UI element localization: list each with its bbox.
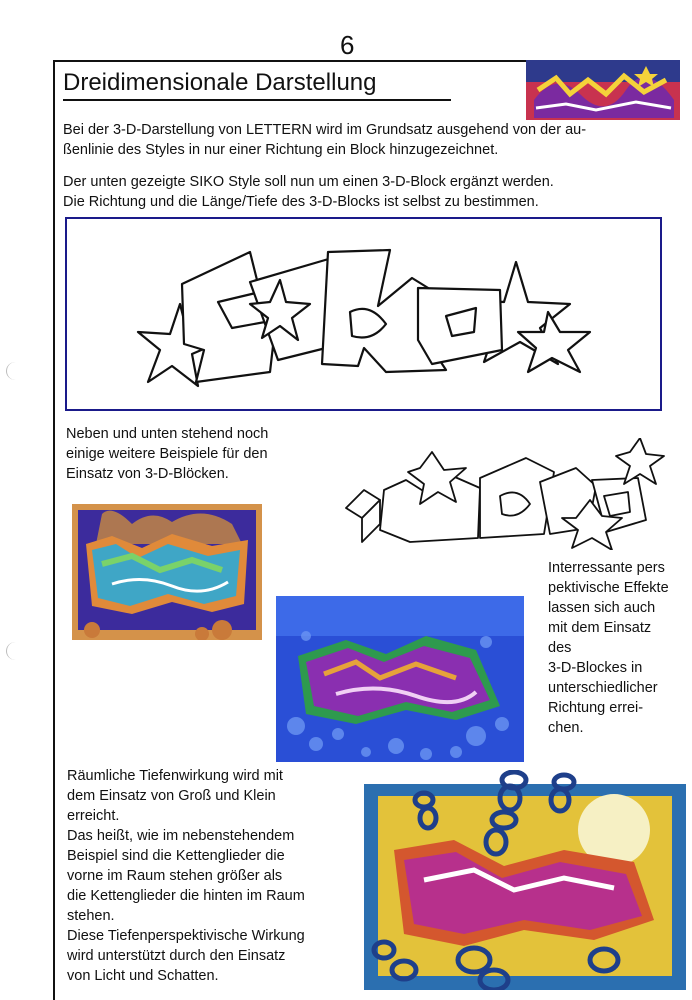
text-line: einige weitere Beispiele für den [66,446,268,462]
page-number: 6 [340,30,355,60]
text-line: dem Einsatz von Groß und Klein [67,788,276,804]
text-line: 3-D-Blockes in [548,660,643,676]
punch-hole [6,362,25,380]
graffiti-example-chains [364,770,686,990]
text-line: Die Richtung und die Länge/Tiefe des 3-D-Blocks ist selbst zu bestimmen. [63,194,539,210]
instruction-paragraph [63,172,554,212]
text-line: Der unten gezeigte SIKO Style soll nun um einen 3-D-Block ergänzt werden. [63,174,554,190]
page-title: Dreidimensionale Darstellung [63,69,451,101]
intro-paragraph [63,120,586,160]
text-line: stehen. [67,908,115,924]
text-line: Interressante pers [548,560,665,576]
text-line: Bei der 3-D-Darstellung von LETTERN wird im Grundsatz ausgehend von der au- [63,122,587,138]
text-line: Räumliche Tiefenwirkung wird mit [67,768,283,784]
text-line: ßenlinie des Styles in nur einer Richtung ein Block hinzugezeichnet. [63,142,499,158]
examples-paragraph [66,424,268,484]
text-line: Richtung errei- [548,700,644,716]
text-line: des [548,640,572,656]
3d-block-outline-example [340,438,666,550]
punch-hole [6,642,25,660]
text-line: wird unterstützt durch den Einsatz [67,948,286,964]
top-rule [53,60,528,62]
text-line: von Licht und Schatten. [67,968,219,984]
siko-outline-drawing [100,232,620,400]
text-line: Neben und unten stehend noch [66,426,269,442]
left-margin-rule [53,62,55,1000]
text-line: Diese Tiefenperspektivische Wirkung [67,928,305,944]
depth-paragraph [67,766,305,986]
text-line: Einsatz von 3-D-Blöcken. [66,466,229,482]
text-line: chen. [548,720,584,736]
perspective-paragraph [548,558,669,738]
text-line: lassen sich auch [548,600,656,616]
graffiti-example-blue-green [72,504,262,640]
text-line: mit dem Einsatz [548,620,652,636]
text-line: pektivische Effekte [548,580,669,596]
text-line: Das heißt, wie im nebenstehendem [67,828,295,844]
text-line: die Kettenglieder die hinten im Raum [67,888,305,904]
text-line: Beispiel sind die Kettenglieder die [67,848,285,864]
graffiti-example-purple-bubbles [276,596,524,762]
text-line: erreicht. [67,808,120,824]
text-line: unterschiedlicher [548,680,658,696]
text-line: vorne im Raum stehen größer als [67,868,283,884]
header-graffiti-thumbnail [526,60,680,120]
